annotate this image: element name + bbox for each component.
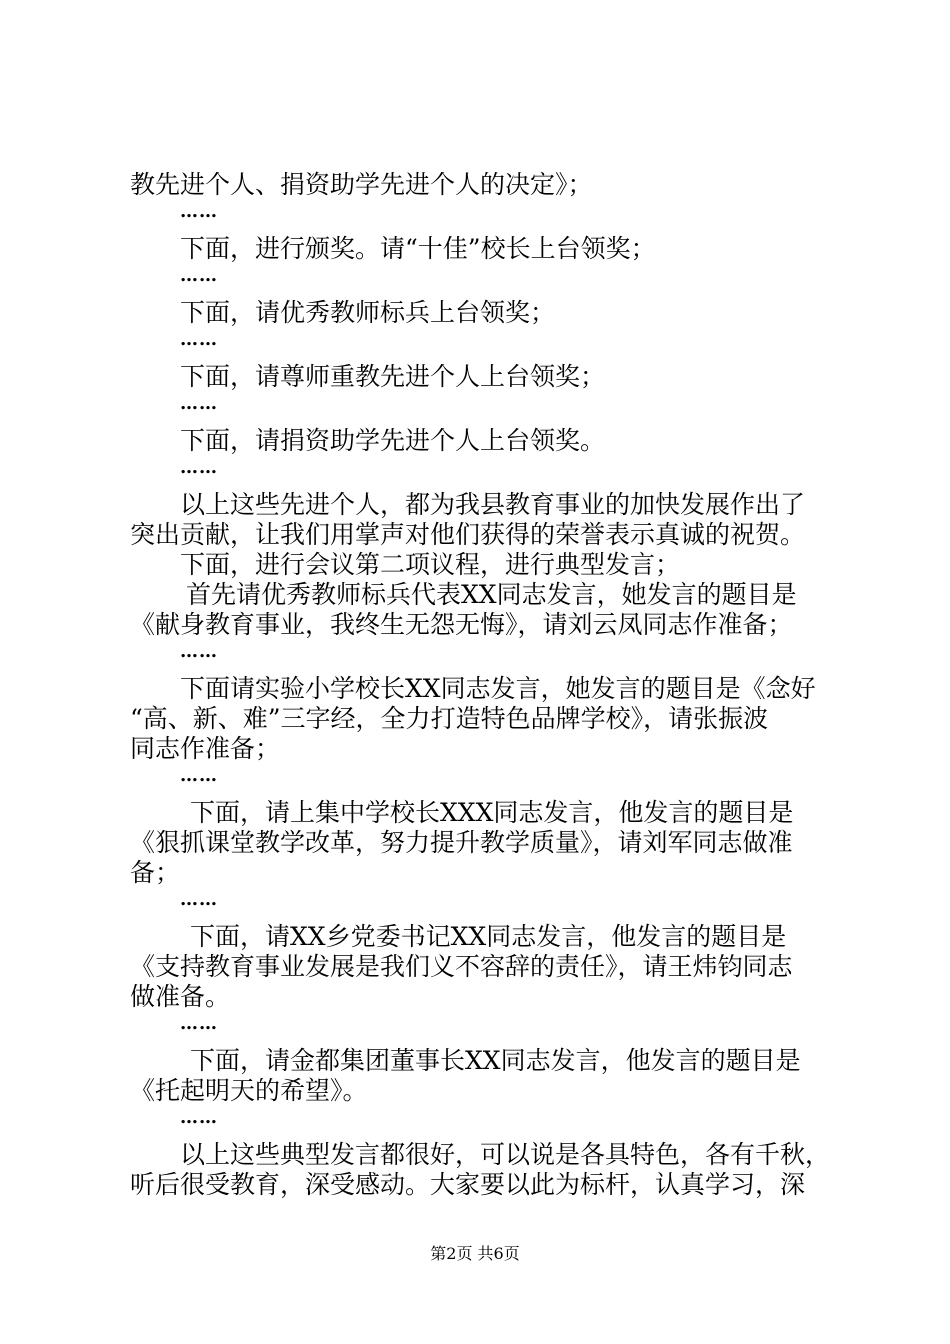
text-line: 同志作准备； bbox=[130, 734, 281, 763]
text-line: 《献身教育事业，我终生无怨无悔》，请刘云凤同志作准备； bbox=[130, 610, 793, 639]
text-line: 下面，请捐资助学先进个人上台领奖。 bbox=[180, 426, 606, 455]
document-body bbox=[130, 170, 835, 1200]
text-line: 下面，请尊师重教先进个人上台领奖； bbox=[180, 362, 606, 391]
text-line: 下面，进行会议第二项议程，进行典型发言； bbox=[180, 550, 681, 579]
ellipsis-line: …… bbox=[180, 889, 218, 910]
text-line: 《支持教育事业发展是我们义不容辞的责任》，请王炜钧同志 bbox=[130, 952, 793, 981]
text-line: 下面，进行颁奖。请“十佳”校长上台领奖； bbox=[180, 234, 656, 263]
text-line: 突出贡献，让我们用掌声对他们获得的荣誉表示真诚的祝贺。 bbox=[130, 520, 806, 549]
ellipsis-line: …… bbox=[180, 765, 218, 786]
ellipsis-line: …… bbox=[180, 641, 218, 662]
ellipsis-line: …… bbox=[180, 329, 218, 350]
text-line: 听后很受教育，深受感动。大家要以此为标杆，认真学习，深 bbox=[130, 1170, 806, 1199]
ellipsis-line: …… bbox=[180, 201, 218, 222]
ellipsis-line: …… bbox=[180, 393, 218, 414]
text-line: 下面，请金都集团董事长XX同志发言，他发言的题目是 bbox=[190, 1046, 801, 1075]
ellipsis-line: …… bbox=[180, 1013, 218, 1034]
text-line: 备； bbox=[130, 858, 181, 887]
text-line: 下面，请上集中学校长XXX同志发言，他发言的题目是 bbox=[190, 798, 794, 827]
text-line: “高、新、难”三字经，全力打造特色品牌学校》，请张振波 bbox=[130, 704, 769, 733]
text-line: 下面，请优秀教师标兵上台领奖； bbox=[180, 298, 556, 327]
text-line: 下面请实验小学校长XX同志发言，她发言的题目是《念好 bbox=[180, 674, 816, 703]
text-line: 以上这些先进个人，都为我县教育事业的加快发展作出了 bbox=[180, 490, 806, 519]
page-number-footer: 第2页 共6页 bbox=[430, 1244, 520, 1263]
text-line: 教先进个人、捐资助学先进个人的决定》； bbox=[130, 170, 593, 199]
ellipsis-line: …… bbox=[180, 265, 218, 286]
text-line: 《狠抓课堂教学改革，努力提升教学质量》，请刘军同志做准 bbox=[130, 828, 793, 857]
text-line: 下面，请XX乡党委书记XX同志发言，他发言的题目是 bbox=[190, 922, 787, 951]
text-line: 《托起明天的希望》。 bbox=[130, 1076, 368, 1105]
text-line: 首先请优秀教师标兵代表XX同志发言，她发言的题目是 bbox=[186, 580, 797, 609]
text-line: 做准备。 bbox=[130, 982, 231, 1011]
text-line: 以上这些典型发言都很好，可以说是各具特色，各有千秋， bbox=[180, 1140, 831, 1169]
ellipsis-line: …… bbox=[180, 1107, 218, 1128]
ellipsis-line: …… bbox=[180, 457, 218, 478]
